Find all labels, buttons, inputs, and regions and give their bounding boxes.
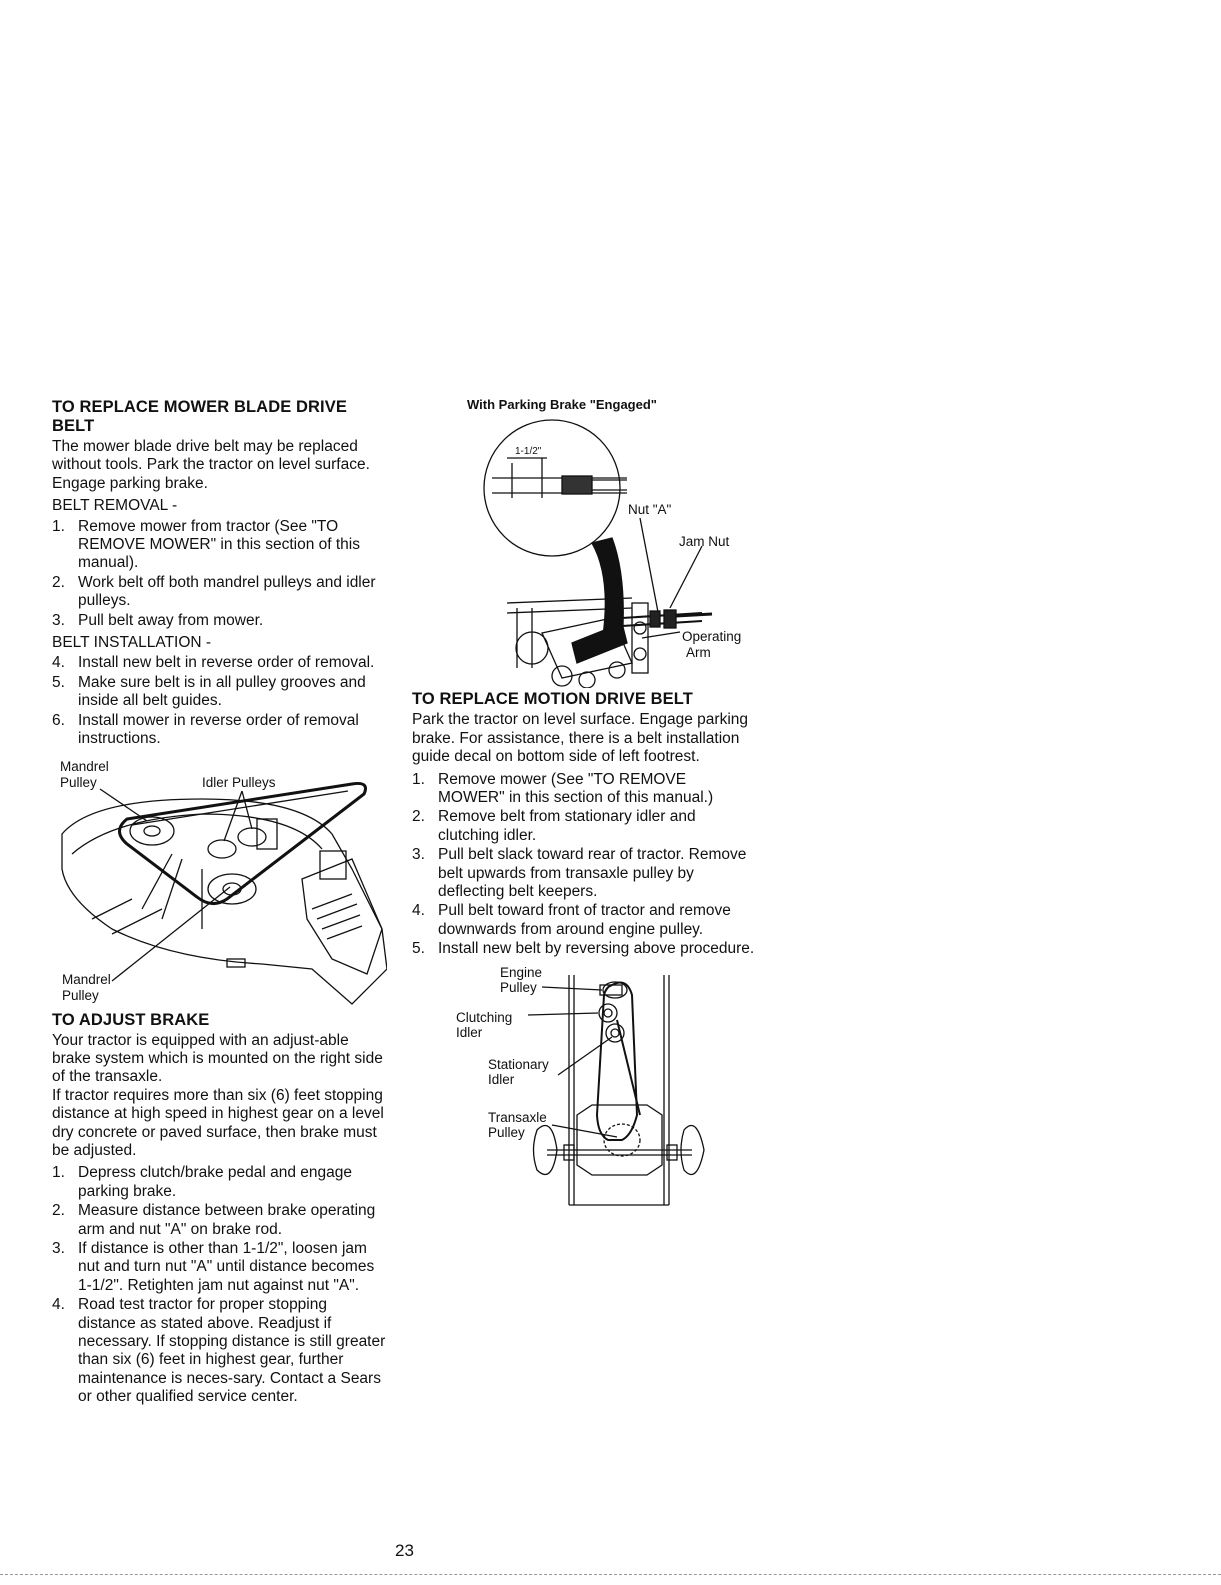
section-title-mower-belt: TO REPLACE MOWER BLADE DRIVE BELT	[52, 398, 347, 435]
motion-belt-intro: Park the tractor on level surface. Engage parking brake. For assistance, there is a belt installation guide decal on bottom side of left footrest.	[412, 711, 749, 766]
label-stationary-idler: Stationary	[488, 1056, 549, 1072]
mower-deck-figure	[52, 759, 387, 1009]
label-transaxle-pulley: Transaxle	[488, 1109, 547, 1125]
list-item: 4. Road test tractor for proper stopping distance as stated above. Readjust if necessary. If stopping distance is still greater than six (6) feet in highest gear, further maintenance is neces-sary. Contact a Sears or other qualified service center.	[52, 1296, 386, 1406]
label-operating-arm-2: Arm	[686, 645, 711, 661]
section-title-adjust-brake: TO ADJUST BRAKE	[52, 1010, 210, 1029]
label-mandrel-pulley-bottom: Mandrel	[62, 971, 111, 987]
brake-intro-2: If tractor requires more than six (6) feet stopping distance at high speed in highest gear on a level dry concrete or paved surface, then brake must be adjusted.	[52, 1086, 384, 1159]
list-item: 2. Remove belt from stationary idler and clutching idler.	[412, 808, 696, 844]
brake-steps	[52, 1164, 387, 1406]
motion-belt-figure	[412, 965, 757, 1225]
mower-belt-intro: The mower blade drive belt may be replaced without tools. Park the tractor on level surface. Engage parking brake.	[52, 438, 370, 492]
list-item: 2. Measure distance between brake operating arm and nut "A" on brake rod.	[52, 1202, 376, 1238]
brake-rod-figure	[412, 418, 757, 688]
list-item: 4. Pull belt toward front of tractor and remove downwards from around engine pulley.	[412, 902, 731, 938]
page-number: 23	[395, 1541, 414, 1560]
label-mandrel-pulley-top: Mandrel	[60, 758, 109, 774]
label-dimension: 1-1/2"	[515, 446, 542, 458]
label-stationary-idler-2: Idler	[488, 1071, 515, 1087]
list-item: 1. Depress clutch/brake pedal and engage parking brake.	[52, 1164, 353, 1200]
motion-belt-drawing	[412, 965, 757, 1225]
label-mandrel-pulley-bottom-2: Pulley	[62, 987, 99, 1003]
label-jam-nut: Jam Nut	[679, 534, 730, 550]
list-item: 2. Work belt off both mandrel pulleys and idler pulleys.	[52, 573, 376, 610]
list-item: 1. Remove mower (See "TO REMOVE MOWER" in this section of this manual.)	[412, 770, 714, 807]
left-column	[52, 398, 387, 1411]
list-item: 4. Install new belt in reverse order of removal.	[52, 654, 375, 672]
motion-belt-steps	[412, 771, 757, 959]
section-title-motion-belt: TO REPLACE MOTION DRIVE BELT	[412, 690, 693, 709]
brake-intro-1: Your tractor is equipped with an adjust-able brake system which is mounted on the right side of the transaxle.	[52, 1031, 383, 1086]
bottom-divider	[0, 1574, 1221, 1575]
label-clutching-idler-2: Idler	[456, 1024, 483, 1040]
label-nut-a: Nut "A"	[628, 502, 672, 518]
list-item: 3. Pull belt slack toward rear of tractor. Remove belt upwards from transaxle pulley by deflecting belt keepers.	[412, 846, 747, 901]
label-clutching-idler: Clutching	[456, 1009, 513, 1025]
label-idler-pulleys: Idler Pulleys	[202, 774, 276, 790]
list-item: 5. Install new belt by reversing above procedure.	[412, 940, 755, 958]
label-operating-arm: Operating	[682, 629, 742, 645]
list-item: 1. Remove mower from tractor (See "TO REMOVE MOWER" in this section of this manual).	[52, 517, 360, 572]
figure-caption-parking-brake: With Parking Brake "Engaged"	[467, 397, 657, 412]
list-item: 3. If distance is other than 1-1/2", loosen jam nut and turn nut "A" until distance becomes 1-1/2". Retighten jam nut against nut "A".	[52, 1239, 375, 1294]
label-transaxle-pulley-2: Pulley	[488, 1124, 525, 1140]
belt-removal-steps	[52, 518, 387, 630]
belt-removal-heading: BELT REMOVAL -	[52, 497, 178, 515]
label-engine-pulley-2: Pulley	[500, 979, 537, 995]
belt-installation-heading: BELT INSTALLATION -	[52, 634, 212, 652]
list-item: 3. Pull belt away from mower.	[52, 611, 264, 629]
label-engine-pulley: Engine	[500, 964, 543, 980]
right-column	[412, 396, 757, 1225]
label-mandrel-pulley-top-2: Pulley	[60, 774, 97, 790]
list-item: 5. Make sure belt is in all pulley grooves and inside all belt guides.	[52, 673, 366, 710]
list-item: 6. Install mower in reverse order of removal instructions.	[52, 711, 359, 748]
belt-installation-steps	[52, 654, 387, 748]
